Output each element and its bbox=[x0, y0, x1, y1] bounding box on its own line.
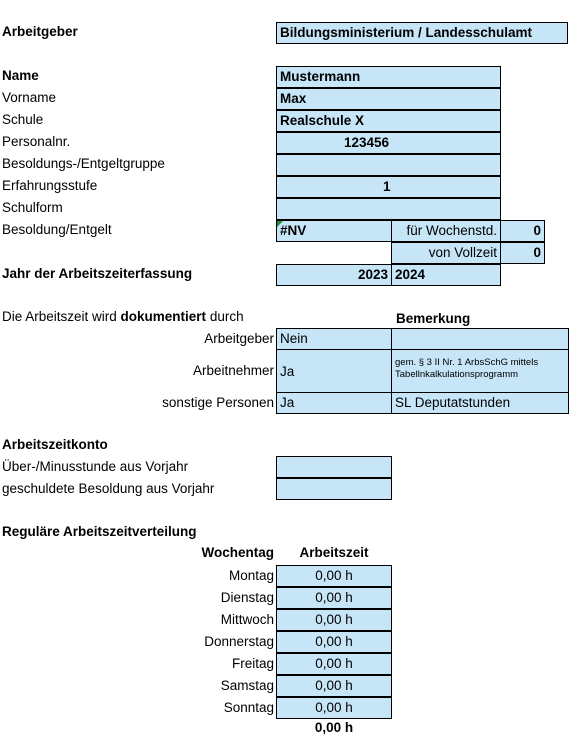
doc-row-label: Arbeitgeber bbox=[204, 331, 274, 346]
day-label: Montag bbox=[228, 568, 274, 583]
erfahrungsstufe-label: Erfahrungsstufe bbox=[2, 178, 98, 193]
besoldungsgruppe-label: Besoldungs-/Entgeltgruppe bbox=[2, 156, 165, 171]
day-label: Donnerstag bbox=[204, 634, 274, 649]
day-label: Sonntag bbox=[223, 700, 274, 715]
besoldungsgruppe-cell[interactable] bbox=[276, 154, 501, 176]
day-label: Samstag bbox=[220, 678, 274, 693]
jahr-label: Jahr der Arbeitszeiterfassung bbox=[2, 266, 193, 281]
doc-prefix: Die Arbeitszeit wird bbox=[2, 309, 121, 324]
name-cell[interactable]: Mustermann bbox=[276, 66, 501, 88]
day-hours-cell[interactable]: 0,00 h bbox=[276, 697, 392, 719]
doc-row-label: sonstige Personen bbox=[162, 395, 274, 410]
doc-row-value[interactable]: Ja bbox=[276, 392, 392, 414]
total-hours: 0,00 h bbox=[314, 720, 354, 735]
day-hours-cell[interactable]: 0,00 h bbox=[276, 609, 392, 631]
konto-row-value[interactable] bbox=[276, 478, 392, 500]
doc-row-label: Arbeitnehmer bbox=[192, 363, 274, 378]
doc-row-value[interactable]: Nein bbox=[276, 328, 392, 350]
day-hours-cell[interactable]: 0,00 h bbox=[276, 565, 392, 587]
doc-row-remark[interactable] bbox=[391, 328, 569, 350]
schulform-cell[interactable] bbox=[276, 198, 501, 220]
konto-row-value[interactable] bbox=[276, 456, 392, 478]
besoldung-cell[interactable]: #NV bbox=[276, 220, 392, 242]
day-hours-cell[interactable]: 0,00 h bbox=[276, 675, 392, 697]
jahr-start-cell[interactable]: 2023 bbox=[276, 264, 392, 286]
bemerkung-header: Bemerkung bbox=[396, 311, 471, 326]
day-hours-cell[interactable]: 0,00 h bbox=[276, 587, 392, 609]
employer-label: Arbeitgeber bbox=[2, 24, 78, 39]
konto-title: Arbeitszeitkonto bbox=[2, 437, 108, 452]
wochentag-header: Wochentag bbox=[201, 545, 274, 560]
doc-row-remark[interactable]: gem. § 3 II Nr. 1 ArbsSchG mittels Tabellnkalkulationsprogramm bbox=[391, 349, 569, 393]
personalnr-label: Personalnr. bbox=[2, 134, 71, 149]
vorname-label: Vorname bbox=[2, 90, 57, 105]
doc-row-value[interactable]: Ja bbox=[276, 349, 392, 393]
doc-suffix: durch bbox=[206, 309, 244, 324]
day-label: Mittwoch bbox=[220, 612, 274, 627]
wochenstd-cell[interactable]: 0 bbox=[500, 220, 545, 242]
besoldung-label: Besoldung/Entgelt bbox=[2, 222, 112, 237]
doc-bold: dokumentiert bbox=[120, 309, 207, 324]
doc-row-remark[interactable]: SL Deputatstunden bbox=[391, 392, 569, 414]
day-hours-cell[interactable]: 0,00 h bbox=[276, 631, 392, 653]
day-label: Freitag bbox=[231, 656, 274, 671]
arbeitszeit-header: Arbeitszeit bbox=[299, 545, 369, 560]
wochenstd-label: für Wochenstd. bbox=[391, 220, 501, 242]
jahr-end-cell[interactable]: 2024 bbox=[391, 264, 501, 286]
day-label: Dienstag bbox=[220, 590, 274, 605]
vollzeit-cell[interactable]: 0 bbox=[500, 242, 545, 264]
vorname-cell[interactable]: Max bbox=[276, 88, 501, 110]
personalnr-cell[interactable]: 123456 bbox=[276, 132, 501, 154]
vollzeit-label: von Vollzeit bbox=[391, 242, 501, 264]
error-indicator-icon bbox=[277, 221, 283, 227]
day-hours-cell[interactable]: 0,00 h bbox=[276, 653, 392, 675]
employer-cell[interactable]: Bildungsministerium / Landesschulamt bbox=[276, 22, 568, 44]
konto-row-label: geschuldete Besoldung aus Vorjahr bbox=[2, 481, 215, 496]
schule-label: Schule bbox=[2, 112, 44, 127]
erfahrungsstufe-cell[interactable]: 1 bbox=[276, 176, 501, 198]
documentation-intro bbox=[2, 307, 244, 327]
schule-cell[interactable]: Realschule X bbox=[276, 110, 501, 132]
name-label: Name bbox=[2, 68, 39, 83]
reg-title: Reguläre Arbeitszeitverteilung bbox=[2, 524, 197, 539]
konto-row-label: Über-/Minusstunde aus Vorjahr bbox=[2, 459, 189, 474]
schulform-label: Schulform bbox=[2, 200, 63, 215]
